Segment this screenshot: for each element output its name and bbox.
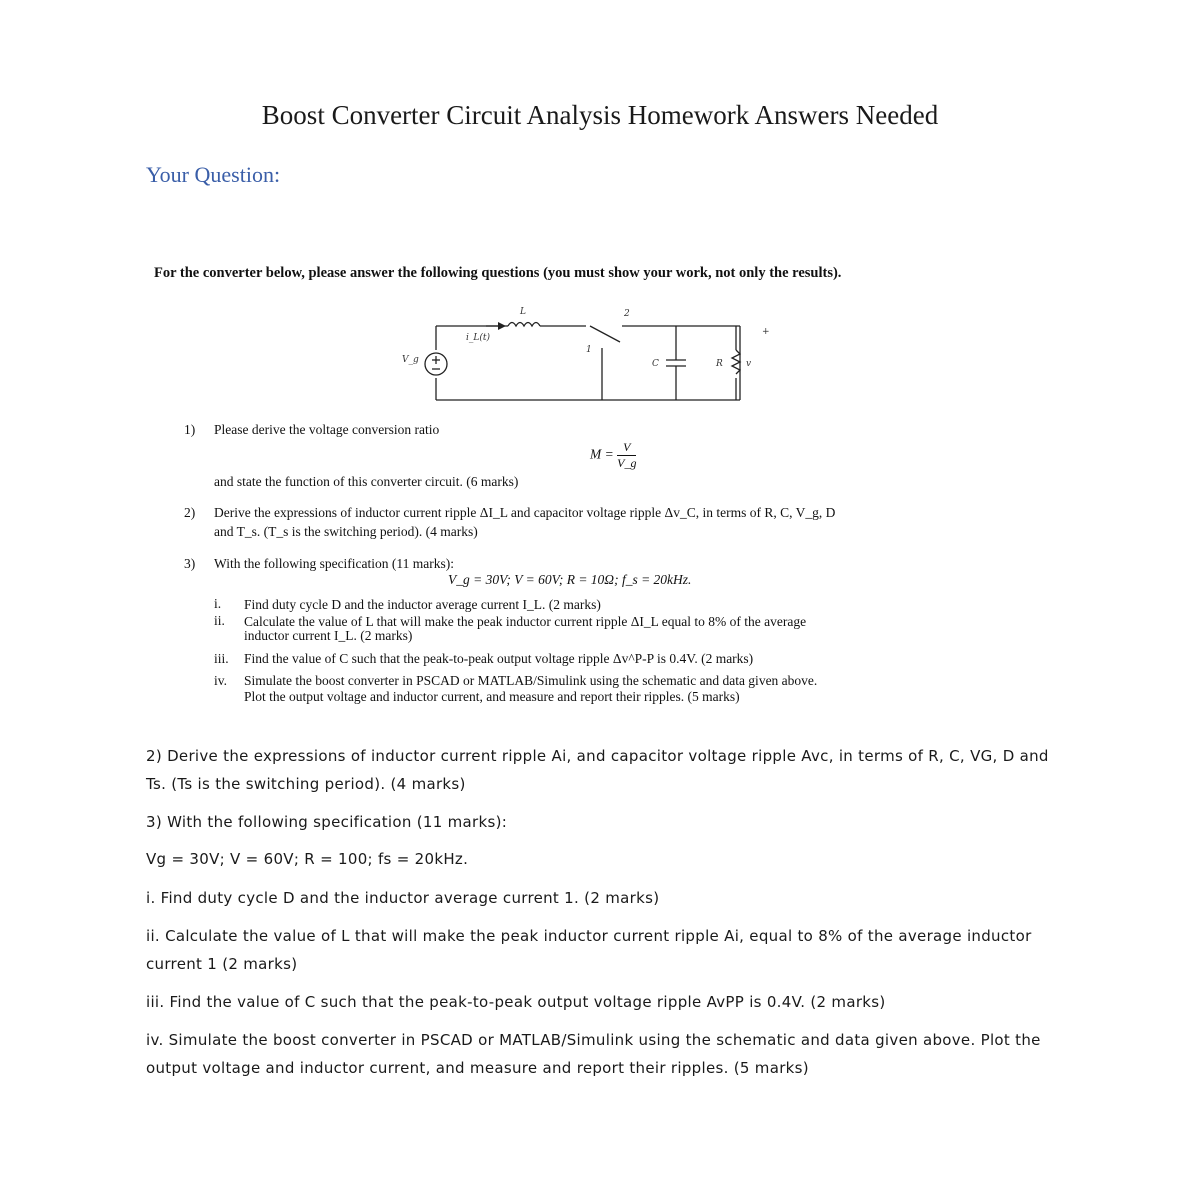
q3-text: With the following specification (11 marks): xyxy=(214,556,455,571)
q3-iii-number: iii. xyxy=(214,651,229,666)
q1-equation-fraction xyxy=(617,440,636,471)
document-title: Boost Converter Circuit Analysis Homework Answers Needed xyxy=(261,100,939,130)
label-inductor: L xyxy=(520,307,526,317)
q1-text: Please derive the voltage conversion ratio xyxy=(214,422,440,437)
q2-number: 2) xyxy=(184,505,196,520)
q3-ii-line2: inductor current I_L. (2 marks) xyxy=(244,628,413,643)
boost-converter-circuit xyxy=(390,302,770,412)
body-paragraph-7: iv. Simulate the boost converter in PSCAD or MATLAB/Simulink using the schematic and data given above. Plot the output voltage and inductor current, and measure and report their ripples. (5 marks) xyxy=(146,1031,1041,1077)
label-source: V_g xyxy=(402,355,419,365)
q3-iii-text: Find the value of C such that the peak-to-peak output voltage ripple Δv^P-P is 0.4V. (2 marks) xyxy=(244,651,754,666)
section-heading: Your Question: xyxy=(146,162,281,187)
label-output: v xyxy=(746,359,752,369)
q1-equation-numerator: V xyxy=(617,440,636,456)
q3-iv-number: iv. xyxy=(214,673,227,688)
label-switch-2: 2 xyxy=(624,309,630,319)
body-paragraph-2: 3) With the following specification (11 marks): xyxy=(146,813,508,831)
q3-spec: V_g = 30V; V = 60V; R = 10Ω; f_s = 20kHz. xyxy=(448,572,692,587)
q1-number: 1) xyxy=(184,422,196,437)
label-capacitor: C xyxy=(652,359,659,369)
q1-tail: and state the function of this converter circuit. (6 marks) xyxy=(214,474,519,489)
q3-i-number: i. xyxy=(214,596,222,611)
body-paragraph-5: ii. Calculate the value of L that will make the peak inductor current ripple Ai, equal to 8% of the average inductor current 1 (2 marks) xyxy=(146,927,1032,973)
label-current: i_L(t) xyxy=(466,333,490,343)
q3-iv-line2: Plot the output voltage and inductor current, and measure and report their ripples. (5 marks) xyxy=(244,689,740,704)
question-intro: For the converter below, please answer the following questions (you must show your work, not only the results). xyxy=(154,265,842,281)
body-paragraph-6: iii. Find the value of C such that the peak-to-peak output voltage ripple AvPP is 0.4V. (2 marks) xyxy=(146,993,886,1011)
q3-i-text: Find duty cycle D and the inductor average current I_L. (2 marks) xyxy=(244,597,601,612)
q3-ii-line1: Calculate the value of L that will make the peak inductor current ripple ΔI_L equal to 8% of the average xyxy=(244,614,807,629)
q1-equation xyxy=(590,440,636,471)
q2-line1: Derive the expressions of inductor current ripple ΔI_L and capacitor voltage ripple Δv_C, in terms of R, C, V_g, D xyxy=(214,505,836,520)
label-plus: + xyxy=(762,327,770,337)
q3-ii-number: ii. xyxy=(214,613,225,628)
body-paragraph-4: i. Find duty cycle D and the inductor average current 1. (2 marks) xyxy=(146,889,660,907)
body-paragraph-1: 2) Derive the expressions of inductor current ripple Ai, and capacitor voltage ripple Avc, in terms of R, C, VG, D and Ts. (Ts is the switching period). (4 marks) xyxy=(146,747,1049,793)
q3-number: 3) xyxy=(184,556,196,571)
q1-equation-lhs: M = xyxy=(590,446,614,462)
q2-line2: and T_s. (T_s is the switching period). (4 marks) xyxy=(214,524,478,539)
q1-equation-denominator: V_g xyxy=(617,456,637,470)
label-resistor: R xyxy=(716,359,723,369)
q3-iv-line1: Simulate the boost converter in PSCAD or MATLAB/Simulink using the schematic and data given above. xyxy=(244,673,818,688)
label-switch-1: 1 xyxy=(586,345,592,355)
body-paragraph-3: Vg = 30V; V = 60V; R = 100; fs = 20kHz. xyxy=(146,850,469,868)
